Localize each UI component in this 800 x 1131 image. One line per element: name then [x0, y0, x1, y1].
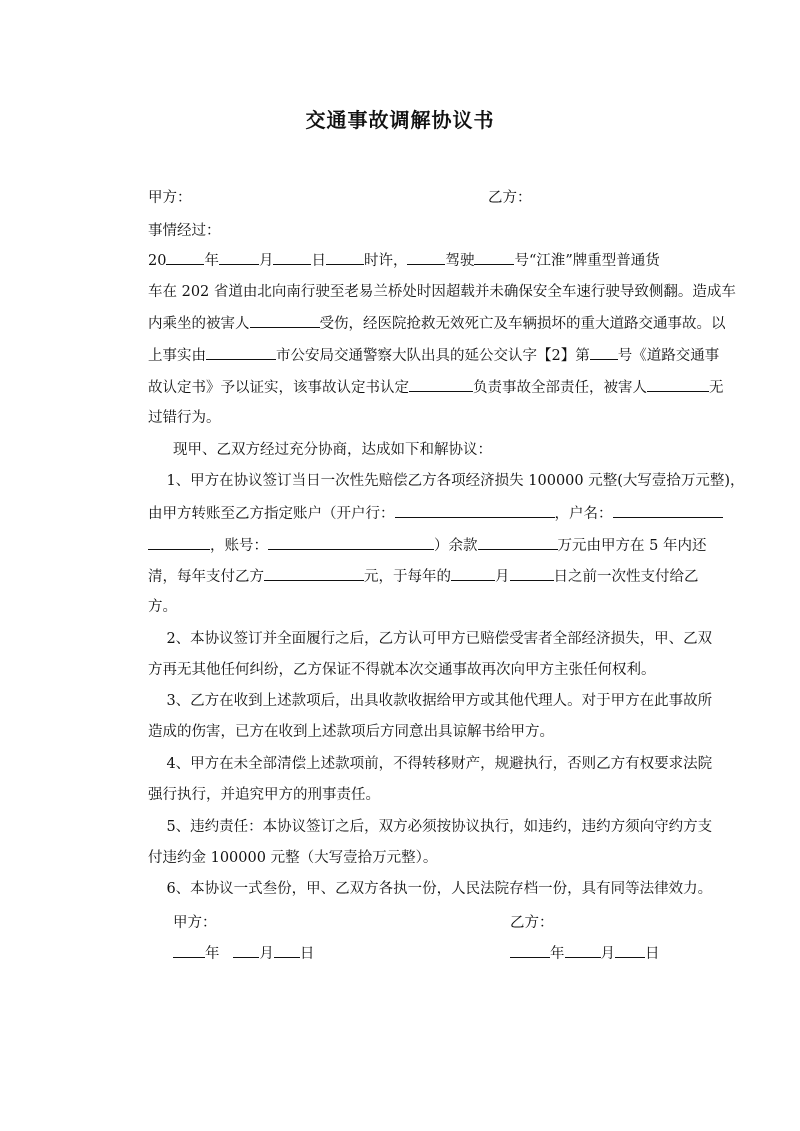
signature-date-b: 年 月 日	[510, 942, 660, 963]
clause-5-line-2: 付违约金 100000 元整（大写壹拾万元整）。	[148, 850, 438, 866]
party-b-label: 乙方：	[488, 190, 532, 206]
blank-day	[273, 250, 311, 265]
document-title: 交通事故调解协议书	[305, 108, 495, 132]
clause-1-line-2: 由甲方转账至乙方指定账户（开户行： ，户名：	[148, 503, 723, 524]
blank-responsible-party	[409, 377, 473, 392]
blank-driver	[407, 250, 445, 265]
clause-4-line-1: 4、甲方在未全部清偿上述款项前，不得转移财产，规避执行，否则乙方有权要求法院	[166, 756, 713, 772]
blank-bank	[395, 503, 555, 518]
signature-party-a-label: 甲方：	[173, 915, 217, 931]
clause-6: 6、本协议一式叁份，甲、乙双方各执一份，人民法院存档一份，具有同等法律效力。	[166, 881, 713, 897]
signature-party-b-label: 乙方：	[510, 915, 554, 931]
clause-1-line-4: 清，每年支付乙方 元，于每年的 月 日之前一次性支付给乙	[148, 566, 699, 587]
blank-sign-month-a	[233, 943, 259, 958]
clause-2-line-1: 2、本协议签订并全面履行之后，乙方认可甲方已赔偿受害者全部经济损失，甲、乙双	[166, 631, 713, 647]
incident-line-3: 内乘坐的被害人 受伤，经医院抢救无效死亡及车辆损坏的重大道路交通事故。以	[148, 313, 726, 334]
blank-balance	[478, 535, 558, 550]
blank-sign-day-a	[274, 943, 300, 958]
signature-date-a: 年 月 日	[173, 942, 314, 963]
blank-sign-year-b	[510, 943, 550, 958]
clause-2-line-2: 方再无其他任何纠纷，乙方保证不得就本次交通事故再次向甲方主张任何权利。	[148, 662, 656, 678]
agreement-intro: 现甲、乙双方经过充分协商，达成如下和解协议：	[173, 442, 492, 458]
party-a-label: 甲方：	[148, 190, 192, 206]
clause-3-line-1: 3、乙方在收到上述款项后，出具收款收据给甲方或其他代理人。对于甲方在此事故所	[166, 693, 713, 709]
blank-year	[166, 250, 204, 265]
blank-month	[219, 250, 259, 265]
blank-city	[206, 345, 276, 360]
blank-pay-month	[451, 566, 495, 581]
incident-line-5: 故认定书》予以证实，该事故认定书认定 负责事故全部责任，被害人 无	[148, 377, 724, 398]
clause-1-line-5: 方。	[148, 599, 177, 615]
clause-3-line-2: 造成的伤害，已方在收到上述款项后方同意出具谅解书给甲方。	[148, 724, 554, 740]
blank-sign-year-a	[173, 943, 205, 958]
blank-sign-day-b	[615, 943, 645, 958]
blank-number	[590, 345, 618, 360]
incident-line-6: 过错行为。	[148, 410, 221, 426]
clause-4-line-2: 强行执行，并追究甲方的刑事责任。	[148, 787, 380, 803]
clause-1-line-1: 1、甲方在协议签订当日一次性先赔偿乙方各项经济损失 100000 元整(大写壹拾万元整)，	[166, 473, 745, 489]
incident-line-1: 20 年 月 日 时许， 驾驶 号“江淮”牌重型普通货	[148, 250, 660, 271]
clause-1-line-3: ，账号： ）余款 万元由甲方在 5 年内还	[148, 535, 706, 556]
blank-plate	[474, 250, 514, 265]
clause-5-line-1: 5、违约责任：本协议签订之后，双方必须按协议执行，如违约，违约方须向守约方支	[166, 819, 713, 835]
blank-hour	[326, 250, 364, 265]
blank-annual-amount	[264, 566, 364, 581]
incident-line-2: 车在 202 省道由北向南行驶至老易兰桥处时因超载并未确保安全车速行驶导致侧翻。造成车	[148, 284, 736, 300]
blank-pay-day	[510, 566, 554, 581]
blank-victim	[250, 313, 320, 328]
incident-line-4: 上事实由 市公安局交通警察大队出具的延公交认字【2】第 号《道路交通事	[148, 345, 719, 366]
blank-account-number	[268, 535, 434, 550]
blank-victim-2	[647, 377, 709, 392]
incident-heading: 事情经过：	[148, 223, 221, 239]
blank-sign-month-b	[565, 943, 601, 958]
blank-account-name	[613, 503, 723, 518]
blank-account-name-cont	[148, 535, 210, 550]
